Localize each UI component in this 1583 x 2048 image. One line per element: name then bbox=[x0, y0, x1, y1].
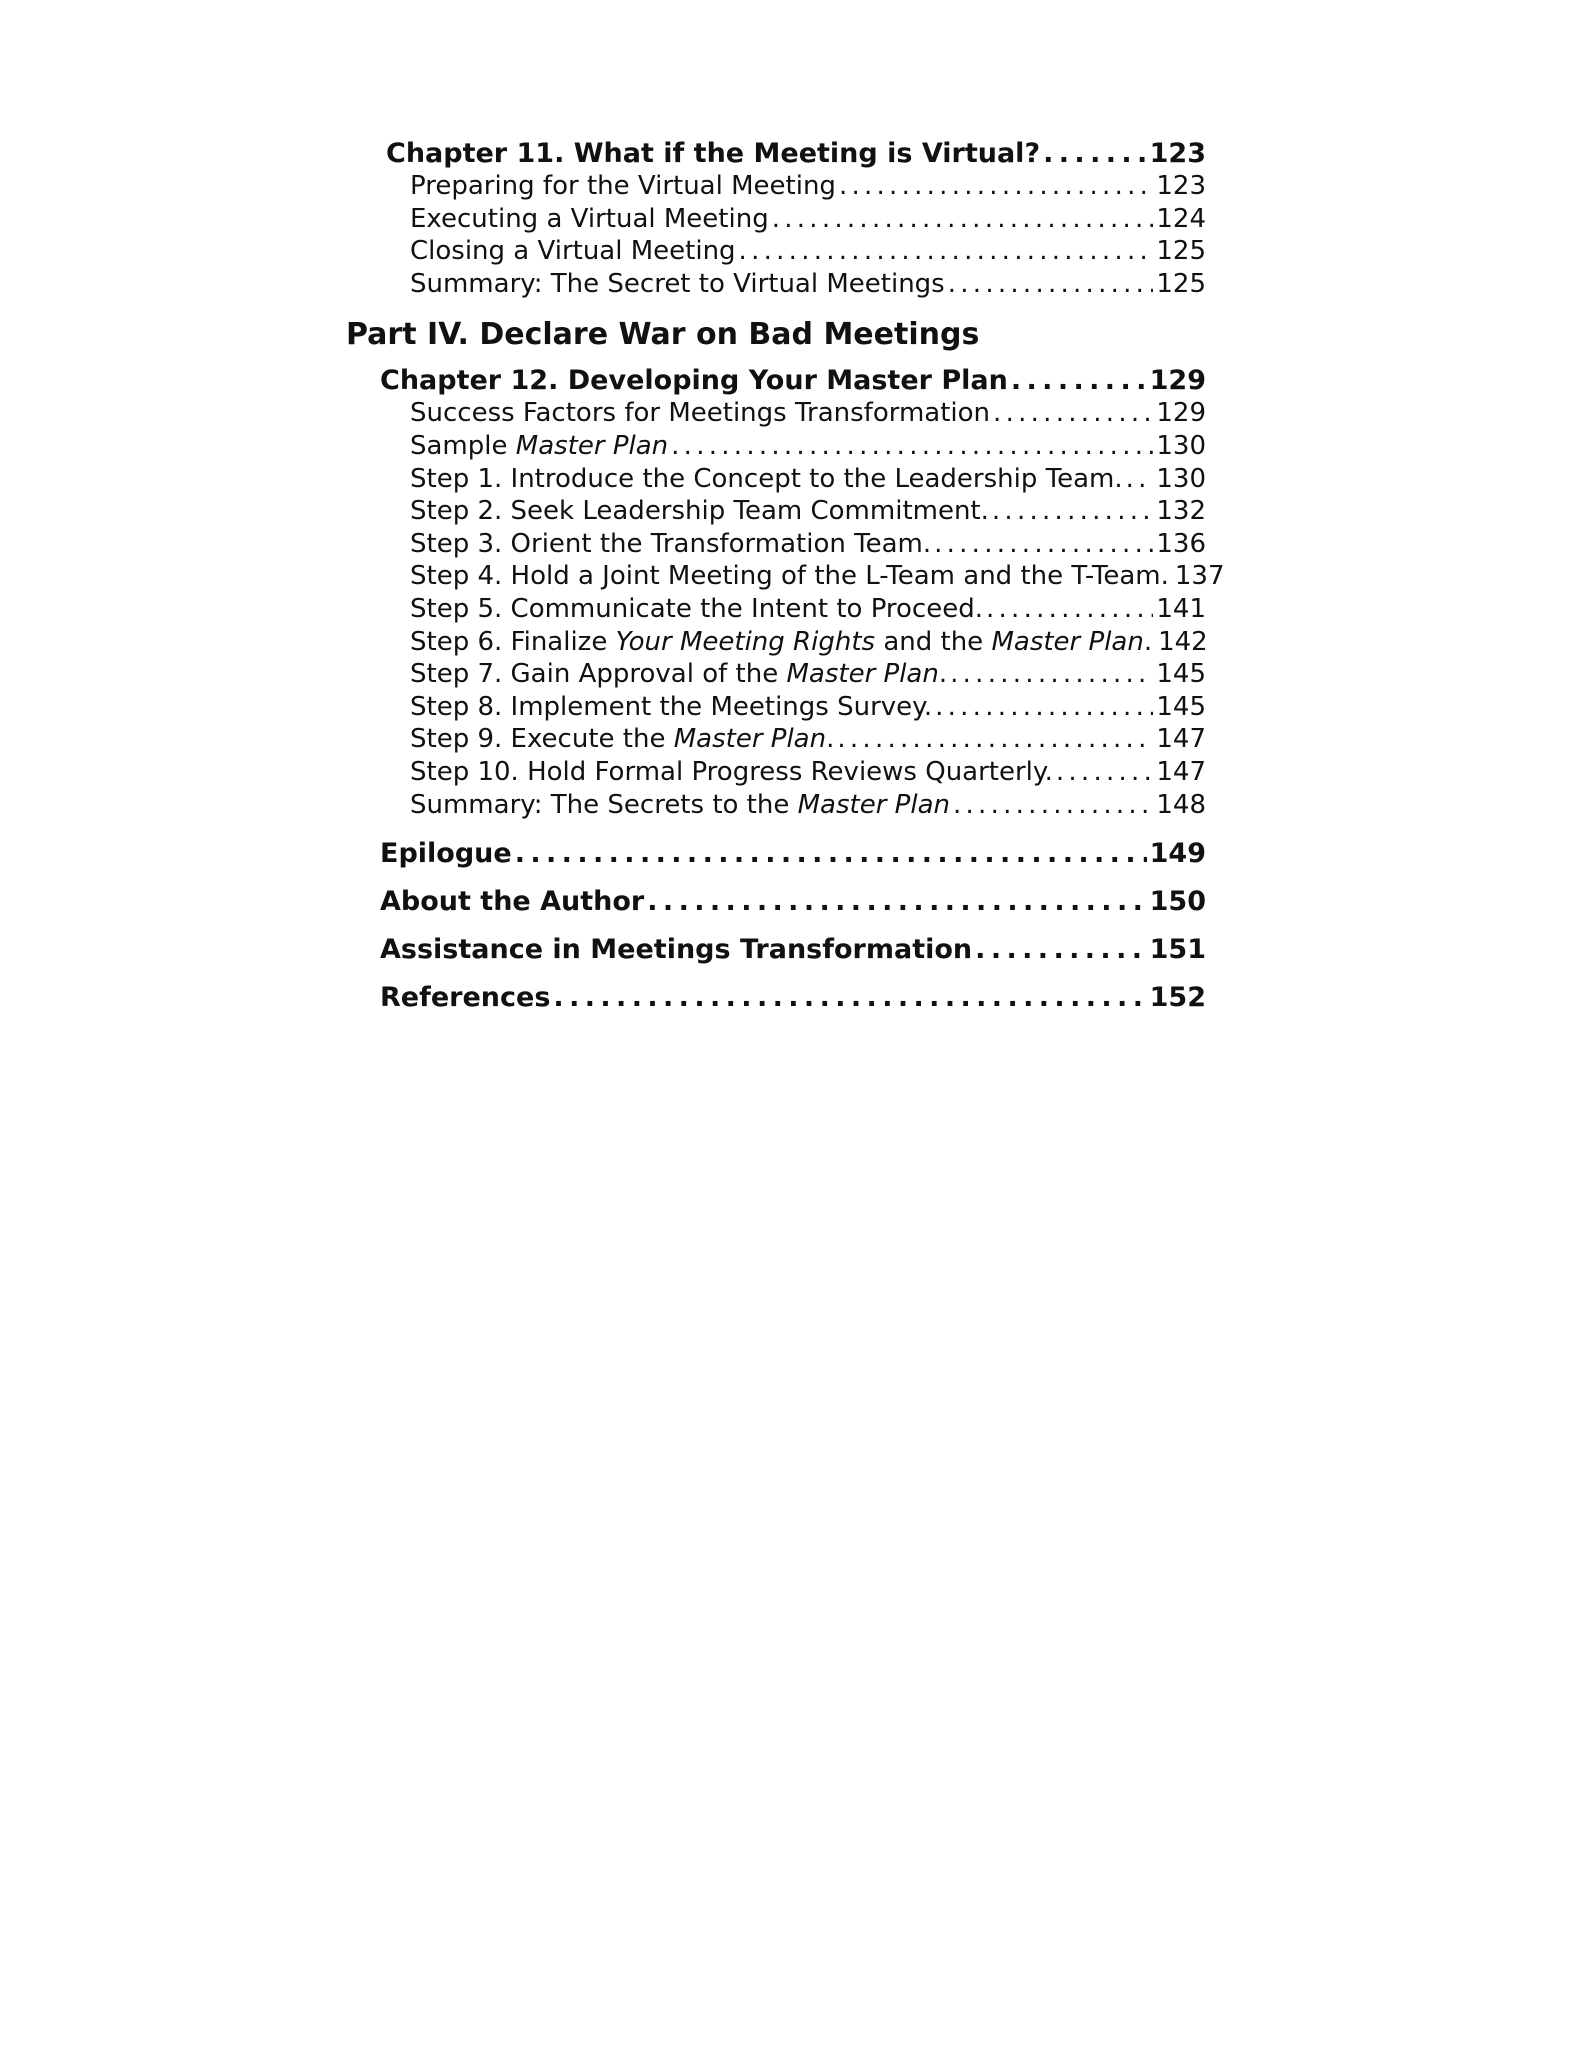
toc-entry-title bbox=[410, 594, 983, 624]
toc-entry-page: 136 bbox=[1156, 528, 1206, 559]
toc-entry-page: 149 bbox=[1149, 838, 1206, 870]
toc-entry-page: 130 bbox=[1156, 430, 1206, 461]
toc-entry-page: 125 bbox=[1156, 268, 1206, 299]
dot-leader bbox=[950, 659, 1153, 689]
dot-leader bbox=[739, 236, 1154, 266]
toc-section[interactable] bbox=[346, 790, 1206, 823]
toc-entry-title bbox=[410, 724, 834, 754]
toc-section[interactable] bbox=[346, 594, 1206, 627]
toc-entry-page: 124 bbox=[1156, 203, 1206, 234]
toc-backmatter-entry[interactable] bbox=[346, 886, 1206, 919]
dot-leader bbox=[948, 269, 1154, 299]
toc-entry-page: 132 bbox=[1156, 496, 1206, 527]
italic-run: Master Plan bbox=[797, 789, 950, 820]
toc-entry-title bbox=[410, 464, 1123, 494]
toc-chapter-11[interactable] bbox=[346, 138, 1206, 171]
toc-entry-page: 123 bbox=[1156, 171, 1206, 201]
toc-section[interactable] bbox=[346, 561, 1225, 594]
toc-entry-title: Chapter 11. What if the Meeting is Virtual? bbox=[386, 138, 1041, 169]
toc-section[interactable] bbox=[346, 627, 1206, 660]
italic-run: Master Plan bbox=[991, 626, 1144, 657]
italic-run: Master Plan bbox=[786, 659, 939, 690]
toc-section[interactable] bbox=[346, 431, 1206, 464]
dot-leader bbox=[953, 790, 1153, 820]
text-run: Step 4. Hold a Joint Meeting of the L-Team and the T-Team. bbox=[410, 561, 1169, 592]
toc-entry-title: Executing a Virtual Meeting bbox=[410, 203, 769, 234]
toc-entry-title: Summary: The Secret to Virtual Meetings bbox=[410, 268, 945, 299]
dot-leader bbox=[772, 204, 1154, 234]
dot-leader bbox=[992, 496, 1153, 526]
italic-run: Master Plan bbox=[673, 724, 827, 755]
toc-entry-title: Chapter 12. Developing Your Master Plan bbox=[380, 365, 1008, 397]
toc-chapter-12[interactable] bbox=[346, 365, 1206, 398]
text-run: Step 7. Gain Approval of the bbox=[410, 659, 787, 690]
toc-entry-title bbox=[410, 398, 990, 428]
dot-leader bbox=[1126, 464, 1154, 494]
text-run: Step 3. Orient the Transformation Team. bbox=[410, 528, 932, 559]
toc-backmatter-entry[interactable] bbox=[346, 982, 1206, 1015]
toc-section[interactable] bbox=[346, 659, 1206, 692]
toc-entry-page: 125 bbox=[1156, 236, 1206, 267]
toc-entry-title bbox=[410, 627, 1152, 657]
toc-section[interactable] bbox=[346, 269, 1206, 302]
toc-section[interactable] bbox=[346, 398, 1206, 431]
text-run: . bbox=[938, 659, 948, 690]
back-matter-list bbox=[346, 838, 1206, 1015]
toc-section[interactable] bbox=[346, 204, 1206, 237]
text-run: Summary: The Secrets to the bbox=[410, 789, 798, 820]
dot-leader bbox=[839, 171, 1153, 201]
dot-leader bbox=[975, 934, 1146, 965]
dot-leader bbox=[1011, 365, 1147, 396]
toc-entry-title bbox=[410, 431, 668, 461]
toc-section[interactable] bbox=[346, 236, 1206, 269]
text-run: Sample bbox=[410, 430, 516, 461]
toc-entry-page: 141 bbox=[1156, 593, 1206, 624]
chapter-12-sections bbox=[346, 398, 1225, 822]
toc-entry-page: 145 bbox=[1156, 659, 1206, 690]
toc-entry-page: 152 bbox=[1149, 982, 1206, 1014]
toc-entry-title bbox=[410, 561, 1169, 591]
dot-leader bbox=[935, 692, 1153, 722]
text-run: Step 6. Finalize bbox=[410, 626, 616, 657]
toc-backmatter-entry[interactable] bbox=[346, 838, 1206, 871]
toc-entry-page: 148 bbox=[1156, 789, 1206, 820]
toc-entry-page: 151 bbox=[1149, 934, 1206, 966]
text-run: Step 1. Introduce the Concept to the Leadership Team. bbox=[410, 463, 1123, 494]
text-run: Step 9. Execute the bbox=[410, 724, 674, 755]
toc-section[interactable] bbox=[346, 692, 1206, 725]
toc-entry-title bbox=[410, 790, 950, 820]
toc-entry-page: 145 bbox=[1156, 691, 1206, 722]
toc-entry-page: 130 bbox=[1156, 463, 1206, 494]
dot-leader bbox=[553, 982, 1146, 1013]
toc-entry-page: 147 bbox=[1156, 724, 1206, 755]
toc-entry-title: Epilogue bbox=[380, 838, 512, 870]
toc-entry-title: About the Author bbox=[380, 886, 645, 918]
text-run: Step 10. Hold Formal Progress Reviews Quarterly. bbox=[410, 756, 1053, 787]
toc-entry-title: Assistance in Meetings Transformation bbox=[380, 934, 973, 966]
toc-entry-page: 147 bbox=[1156, 756, 1206, 787]
italic-run: Your Meeting Rights bbox=[615, 626, 876, 657]
toc-entry-page: 150 bbox=[1149, 886, 1206, 918]
dot-leader bbox=[993, 398, 1153, 428]
text-run: and the bbox=[875, 626, 992, 657]
toc-section[interactable] bbox=[346, 757, 1206, 790]
toc-entry-title bbox=[410, 659, 947, 689]
toc-entry-title: Preparing for the Virtual Meeting bbox=[410, 171, 836, 201]
toc-entry-title: References bbox=[380, 982, 551, 1014]
text-run: . bbox=[826, 724, 835, 755]
toc-entry-title bbox=[410, 496, 989, 526]
toc-entry-page: 142 bbox=[1158, 626, 1208, 657]
toc-section[interactable] bbox=[346, 496, 1206, 529]
text-run: Step 2. Seek Leadership Team Commitment. bbox=[410, 496, 989, 527]
text-run: Success Factors for Meetings Transformation bbox=[410, 398, 991, 429]
toc-section[interactable] bbox=[346, 464, 1206, 497]
toc-entry-title bbox=[410, 757, 1053, 787]
toc-section[interactable] bbox=[346, 171, 1206, 204]
toc-section[interactable] bbox=[346, 724, 1206, 757]
toc-entry-title: Closing a Virtual Meeting bbox=[410, 236, 736, 267]
toc-entry-page: 129 bbox=[1156, 398, 1206, 429]
toc-part-heading[interactable]: Part IV. Declare War on Bad Meetings bbox=[346, 317, 980, 353]
dot-leader bbox=[515, 838, 1147, 869]
dot-leader bbox=[1056, 757, 1154, 787]
dot-leader bbox=[647, 886, 1146, 917]
toc-section[interactable] bbox=[346, 529, 1206, 562]
dot-leader bbox=[671, 431, 1153, 461]
dot-leader bbox=[986, 594, 1153, 624]
dot-leader bbox=[934, 529, 1153, 559]
dot-leader bbox=[837, 724, 1153, 754]
text-run: Step 5. Communicate the Intent to Proceed. bbox=[410, 593, 983, 624]
italic-run: Master Plan bbox=[515, 430, 669, 461]
toc-entry-page: 137 bbox=[1174, 561, 1225, 592]
toc-entry-title bbox=[410, 529, 931, 559]
toc-entry-page: 129 bbox=[1149, 365, 1206, 397]
dot-leader bbox=[1043, 138, 1147, 169]
toc-entry-title bbox=[410, 692, 932, 722]
table-of-contents bbox=[346, 138, 1225, 1015]
text-run: Step 8. Implement the Meetings Survey. bbox=[410, 691, 933, 722]
text-run: . bbox=[1143, 626, 1153, 657]
toc-entry-page: 123 bbox=[1149, 138, 1206, 169]
toc-backmatter-entry[interactable] bbox=[346, 934, 1206, 967]
